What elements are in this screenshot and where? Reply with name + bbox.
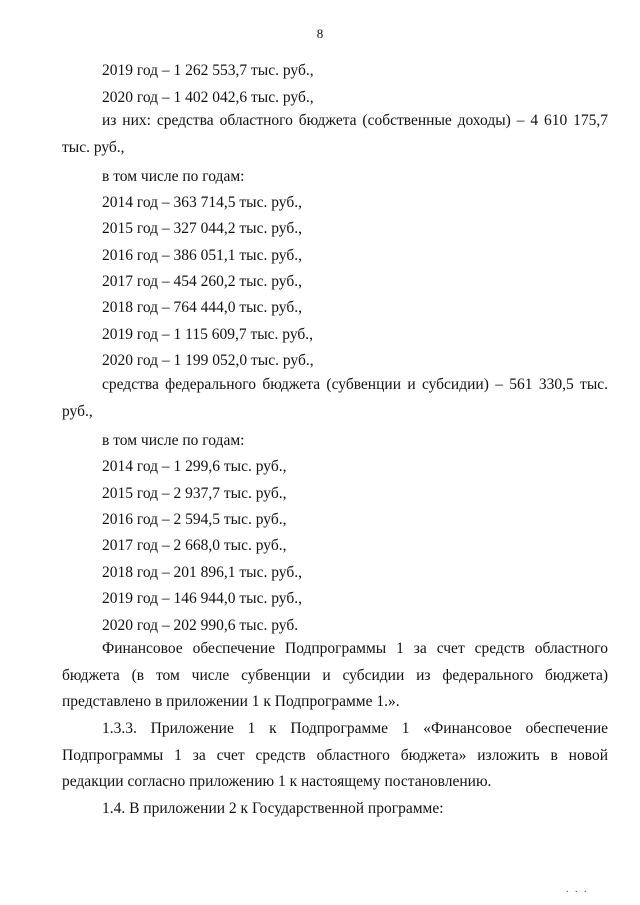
clause-1-3-3-paragraph: 1.3.3. Приложение 1 к Подпрограмме 1 «Финансовое обеспечение Подпрограммы 1 за счет средств областного бюджета» изложить в новой редакции согласно приложению 1 к настоящему постановлению. <box>62 720 608 790</box>
scan-marks: . . . <box>566 884 589 895</box>
clause-1-4-paragraph: 1.4. В приложении 2 к Государственной программе: <box>102 800 444 817</box>
page-number: 8 <box>316 26 324 41</box>
federal-line-2014: 2014 год – 1 299,6 тыс. руб., <box>102 458 287 475</box>
regional-line-2016: 2016 год – 386 051,1 тыс. руб., <box>102 247 302 264</box>
federal-line-2018: 2018 год – 201 896,1 тыс. руб., <box>102 564 302 581</box>
federal-line-2017: 2017 год – 2 668,0 тыс. руб., <box>102 537 287 554</box>
regional-line-2020: 2020 год – 1 199 052,0 тыс. руб., <box>102 352 314 369</box>
federal-budget-paragraph: средства федерального бюджета (субвенции и субсидии) – 561 330,5 тыс. руб., <box>62 376 608 420</box>
financing-paragraph: Финансовое обеспечение Подпрограммы 1 за счет средств областного бюджета (в том числе субвенции и субсидии из федерального бюджета) представлено в приложении 1 к Подпрограмме 1.». <box>62 640 608 710</box>
federal-line-2020: 2020 год – 202 990,6 тыс. руб. <box>102 617 299 634</box>
regional-budget-paragraph: из них: средства областного бюджета (собственные доходы) – 4 610 175,7 тыс. руб., <box>62 112 608 156</box>
regional-line-2014: 2014 год – 363 714,5 тыс. руб., <box>102 194 302 211</box>
regional-line-2018: 2018 год – 764 444,0 тыс. руб., <box>102 299 302 316</box>
federal-line-2016: 2016 год – 2 594,5 тыс. руб., <box>102 511 287 528</box>
federal-line-2019: 2019 год – 146 944,0 тыс. руб., <box>102 590 302 607</box>
regional-line-2019: 2019 год – 1 115 609,7 тыс. руб., <box>102 326 314 343</box>
budget-line-2019-total: 2019 год – 1 262 553,7 тыс. руб., <box>102 62 314 79</box>
budget-line-2020-total: 2020 год – 1 402 042,6 тыс. руб., <box>102 89 314 106</box>
regional-line-2015: 2015 год – 327 044,2 тыс. руб., <box>102 220 302 237</box>
by-years-label: в том числе по годам: <box>102 168 245 185</box>
by-years-label: в том числе по годам: <box>102 432 245 449</box>
regional-line-2017: 2017 год – 454 260,2 тыс. руб., <box>102 273 302 290</box>
federal-line-2015: 2015 год – 2 937,7 тыс. руб., <box>102 485 287 502</box>
